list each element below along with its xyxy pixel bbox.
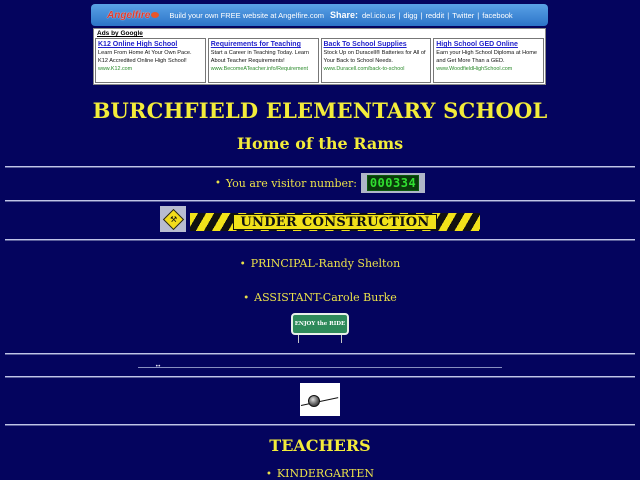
ad-title-link[interactable]: High School GED Online: [436, 41, 518, 48]
visitor-counter-row: [0, 173, 640, 193]
page-subtitle: Home of the Rams: [236, 134, 404, 153]
principal-item: [0, 257, 640, 270]
divider: [5, 200, 635, 202]
ad-description: Earn your High School Diploma at Home and Get More Than a GED.: [436, 50, 537, 64]
ad-url[interactable]: www.K12.com: [98, 66, 133, 72]
rolling-dots-icon: ••: [155, 363, 161, 370]
share-label: Share:: [330, 10, 359, 20]
hit-counter: [361, 173, 425, 193]
road-sign-icon: ENJOY the RIDE: [291, 313, 349, 335]
bullet-icon: •: [214, 177, 221, 189]
share-facebook-link[interactable]: facebook: [482, 10, 513, 20]
share-reddit-link[interactable]: reddit: [425, 10, 445, 20]
ad-url[interactable]: www.WoodfieldHighSchool.com: [436, 66, 513, 72]
angelfire-banner[interactable]: [91, 4, 548, 26]
angelfire-logo-text: Angelfire: [107, 9, 151, 21]
bullet-icon: •: [243, 293, 250, 304]
principal-text: PRINCIPAL-Randy Shelton: [250, 257, 401, 270]
kindergarten-link[interactable]: KINDERGARTEN: [276, 467, 375, 480]
ad-description: Start a Career in Teaching Today. Learn About Teacher Requirements!: [210, 50, 310, 64]
assistant-text: ASSISTANT-Carole Burke: [254, 291, 397, 304]
ad-description: Stock Up on Duracell® Batteries for All of Your Back to School Needs.: [323, 50, 426, 64]
ads-row: [94, 38, 545, 83]
ad-description: Learn From Home At Your Own Pace. K12 Accredited Online High School!: [98, 50, 192, 64]
teachers-heading: TEACHERS: [269, 436, 371, 455]
ads-by-google-link[interactable]: Ads by Google: [97, 30, 143, 37]
share-digg-link[interactable]: digg: [403, 10, 418, 20]
ad-item[interactable]: [321, 38, 432, 83]
teacher-list-item[interactable]: [0, 467, 640, 480]
sign-post: [298, 335, 299, 343]
divider: [5, 424, 635, 426]
ad-title-link[interactable]: Requirements for Teaching: [210, 41, 301, 48]
ad-url[interactable]: www.Duracell.com/back-to-school: [323, 66, 405, 72]
ad-item[interactable]: [95, 38, 206, 83]
visitor-label: You are visitor number:: [225, 176, 358, 190]
caution-stripes: [190, 213, 480, 231]
ad-url[interactable]: www.BecomeATeacher.info/Requirement: [210, 66, 309, 72]
share-delicious-link[interactable]: del.icio.us: [362, 10, 396, 20]
divider: [5, 353, 635, 355]
sign-post: [341, 335, 342, 343]
bullet-icon: •: [265, 469, 272, 480]
page-title: BURCHFIELD ELEMENTARY SCHOOL: [92, 98, 548, 123]
ball-icon: [308, 395, 320, 407]
hit-counter-digits: 000334: [367, 175, 419, 191]
bullet-icon: •: [239, 259, 246, 270]
divider: [5, 166, 635, 168]
separator: |: [447, 10, 450, 20]
rolling-ball-image: [300, 383, 340, 416]
ad-item[interactable]: [433, 38, 544, 83]
separator: |: [398, 10, 401, 20]
construction-worker-icon: ⚒: [160, 206, 186, 232]
under-construction-text: UNDER CONSTRUCTION: [233, 214, 436, 230]
flame-icon: [151, 12, 159, 18]
ad-title-link[interactable]: Back To School Supplies: [323, 41, 407, 48]
share-links: [361, 11, 514, 20]
divider: [5, 376, 635, 378]
separator: |: [420, 10, 423, 20]
ad-title-link[interactable]: K12 Online High School: [98, 41, 178, 48]
under-construction-banner: [160, 206, 480, 234]
build-website-link[interactable]: Build your own FREE website at Angelfire.com: [169, 10, 324, 20]
assistant-item: [0, 291, 640, 304]
separator: |: [477, 10, 480, 20]
share-twitter-link[interactable]: Twitter: [452, 10, 475, 20]
google-ads-box: [93, 28, 546, 85]
divider: [5, 239, 635, 241]
angelfire-logo[interactable]: [107, 10, 159, 21]
ad-item[interactable]: [208, 38, 319, 83]
enjoy-the-ride-sign: [291, 313, 349, 343]
decorative-line: [138, 367, 502, 368]
